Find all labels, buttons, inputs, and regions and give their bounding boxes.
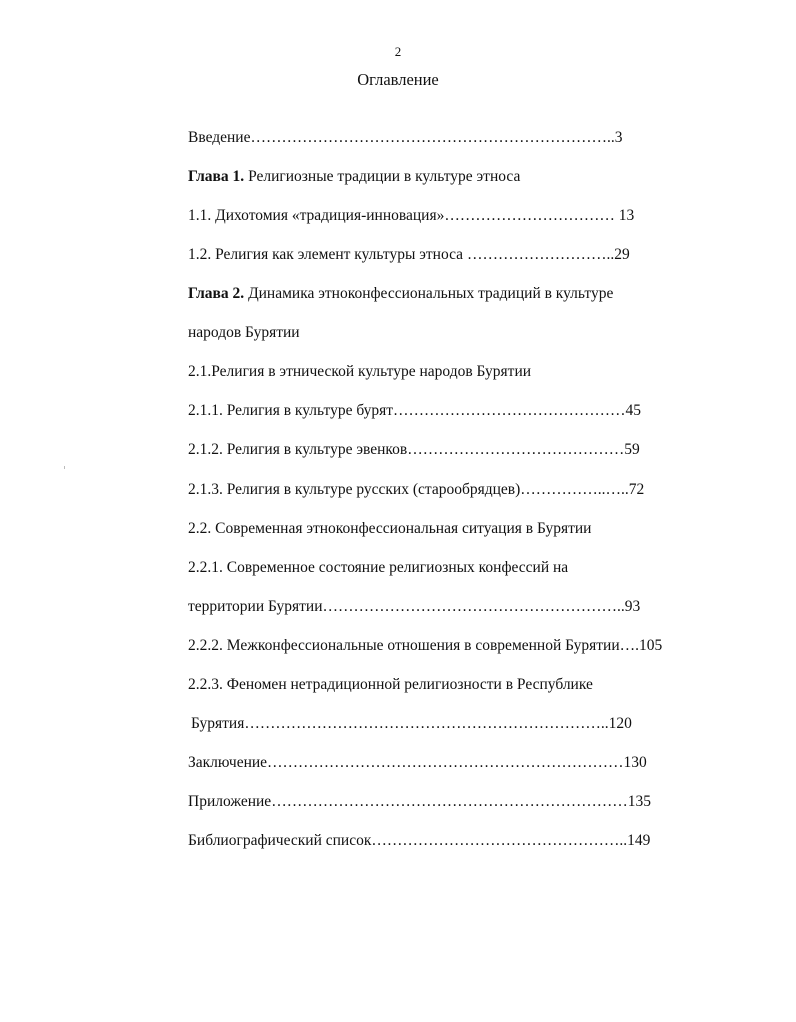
toc-entry-text: Приложение……………………………………………………………135	[188, 793, 651, 810]
page-number: 2	[394, 44, 402, 59]
toc-entry-chapter-1	[188, 167, 520, 187]
toc-entry-text: 2.1.Религия в этнической культуре народов Бурятии	[188, 363, 532, 380]
toc-entry-chapter-2	[188, 284, 613, 304]
toc-entry-2-1	[188, 362, 531, 382]
toc-chapter-label: Глава 1.	[188, 168, 245, 185]
toc-entry-2-2	[188, 519, 591, 539]
toc-entry-2-1-1	[188, 401, 641, 421]
toc-entry-text: 2.1.1. Религия в культуре бурят………………………………………45	[188, 402, 642, 419]
toc-entry-1-1	[188, 206, 634, 226]
toc-entry-text: Библиографический список…………………………………………..149	[188, 832, 651, 849]
toc-entry-text: 1.2. Религия как элемент культуры этноса ………………………..29	[188, 246, 630, 263]
toc-entry-1-2	[188, 245, 630, 265]
toc-entry-text: Заключение……………………………………………………………130	[188, 754, 647, 771]
toc-entry-text: 2.2. Современная этноконфессиональная ситуация в Бурятии	[188, 520, 592, 537]
toc-entry-2-1-3	[188, 480, 644, 500]
toc-entry-text: территории Бурятии…………………………………………………..93	[188, 598, 641, 615]
toc-entry-text: 2.2.2. Межконфессиональные отношения в современной Бурятии….105	[188, 637, 663, 654]
toc-entry-text: Бурятия……………………………………………………………..120	[191, 715, 632, 732]
scan-artifact-mark	[64, 466, 65, 469]
toc-entry-2-2-1	[188, 558, 568, 578]
toc-entry-text: 2.1.2. Религия в культуре эвенков……………………………………59	[188, 441, 640, 458]
toc-entry-introduction	[188, 128, 622, 148]
toc-entry-text: 2.1.3. Религия в культуре русских (старообрядцев)……………..…..72	[188, 481, 645, 498]
toc-chapter-label: Глава 2.	[188, 285, 245, 302]
toc-entry-text: Введение……………………………………………………………..3	[188, 129, 623, 146]
toc-entry-2-2-3-cont	[191, 714, 632, 734]
toc-entry-2-2-2	[188, 636, 662, 656]
toc-entry-bibliography	[188, 831, 650, 851]
toc-entry-2-2-3	[188, 675, 593, 695]
toc-entry-text: 1.1. Дихотомия «традиция-инновация»…………………………… 13	[188, 207, 635, 224]
toc-entry-chapter-2-cont	[188, 323, 300, 343]
toc-entry-text: 2.2.1. Современное состояние религиозных конфессий на	[188, 559, 569, 576]
toc-entry-text: Религиозные традиции в культуре этноса	[244, 168, 521, 185]
toc-entry-appendix	[188, 792, 651, 812]
toc-title: Оглавление	[357, 70, 439, 89]
toc-entry-text: народов Бурятии	[188, 324, 300, 341]
toc-entry-text: 2.2.3. Феномен нетрадиционной религиозности в Республике	[188, 676, 593, 693]
toc-entry-text: Динамика этноконфессиональных традиций в культуре	[244, 285, 614, 302]
toc-entry-2-2-1-cont	[188, 597, 640, 617]
toc-entry-conclusion	[188, 753, 647, 773]
toc-entry-2-1-2	[188, 440, 640, 460]
